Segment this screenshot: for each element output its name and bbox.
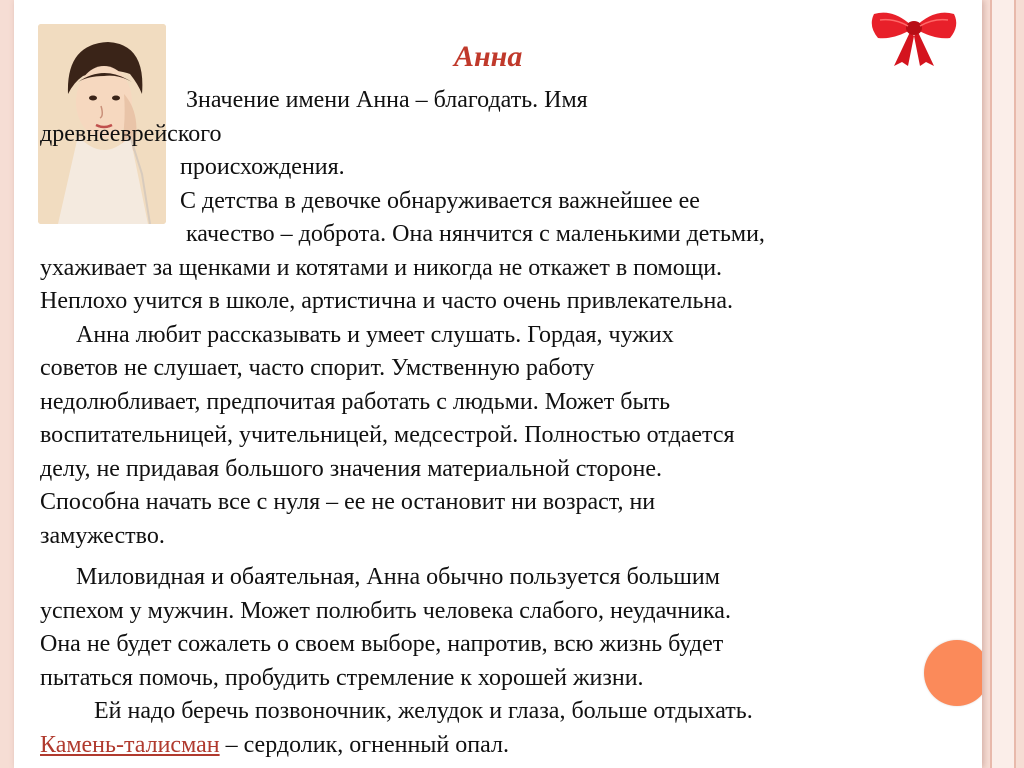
text-line: советов не слушает, часто спорит. Умственную работу xyxy=(40,355,595,381)
text-line: качество – доброта. Она нянчится с маленькими детьми, xyxy=(186,221,765,247)
text-line: Значение имени Анна – благодать. Имя xyxy=(186,87,588,113)
text-line: Неплохо учится в школе, артистична и часто очень привлекательна. xyxy=(40,288,733,314)
text-line: С детства в девочке обнаруживается важнейшее ее xyxy=(180,187,700,214)
text-line: Способна начать все с нуля – ее не остановит ни возраст, ни xyxy=(40,489,656,515)
text-line: ухаживает за щенками и котятами и никогда не откажет в помощи. xyxy=(40,254,723,281)
body-text xyxy=(40,84,982,762)
text-line xyxy=(40,729,982,763)
text-line: Ей надо беречь позвоночник, желудок и глаза, больше отдыхать. xyxy=(94,698,753,724)
text-line: пытаться помочь, пробудить стремление к хорошей жизни. xyxy=(40,664,644,691)
text-line: происхождения. xyxy=(180,154,345,180)
text-line: Миловидная и обаятельная, Анна обычно пользуется большим xyxy=(76,564,720,590)
text-line: Анна любит рассказывать и умеет слушать. Гордая, чужих xyxy=(76,321,674,348)
text-line: успехом у мужчин. Может полюбить человека слабого, неудачника. xyxy=(40,597,731,624)
orange-circle-icon xyxy=(924,640,982,706)
text-line: делу, не придавая большого значения материальной стороне. xyxy=(40,455,663,482)
slide xyxy=(14,0,982,768)
text-line: древнееврейского xyxy=(40,120,222,147)
talisman-stone-link[interactable]: Камень-талисман xyxy=(40,731,220,758)
talisman-stone-text: – сердолик, огненный опал. xyxy=(219,731,509,758)
red-ribbon-bow-icon xyxy=(864,6,964,68)
right-decorative-band xyxy=(990,0,1016,768)
text-line: недолюбливает, предпочитая работать с людьми. Может быть xyxy=(40,388,671,415)
text-line: замужество. xyxy=(40,522,165,549)
slide-title: Анна xyxy=(454,40,523,73)
text-line: воспитательницей, учительницей, медсестрой. Полностью отдается xyxy=(40,422,735,448)
text-line: Она не будет сожалеть о своем выборе, напротив, всю жизнь будет xyxy=(40,631,724,657)
